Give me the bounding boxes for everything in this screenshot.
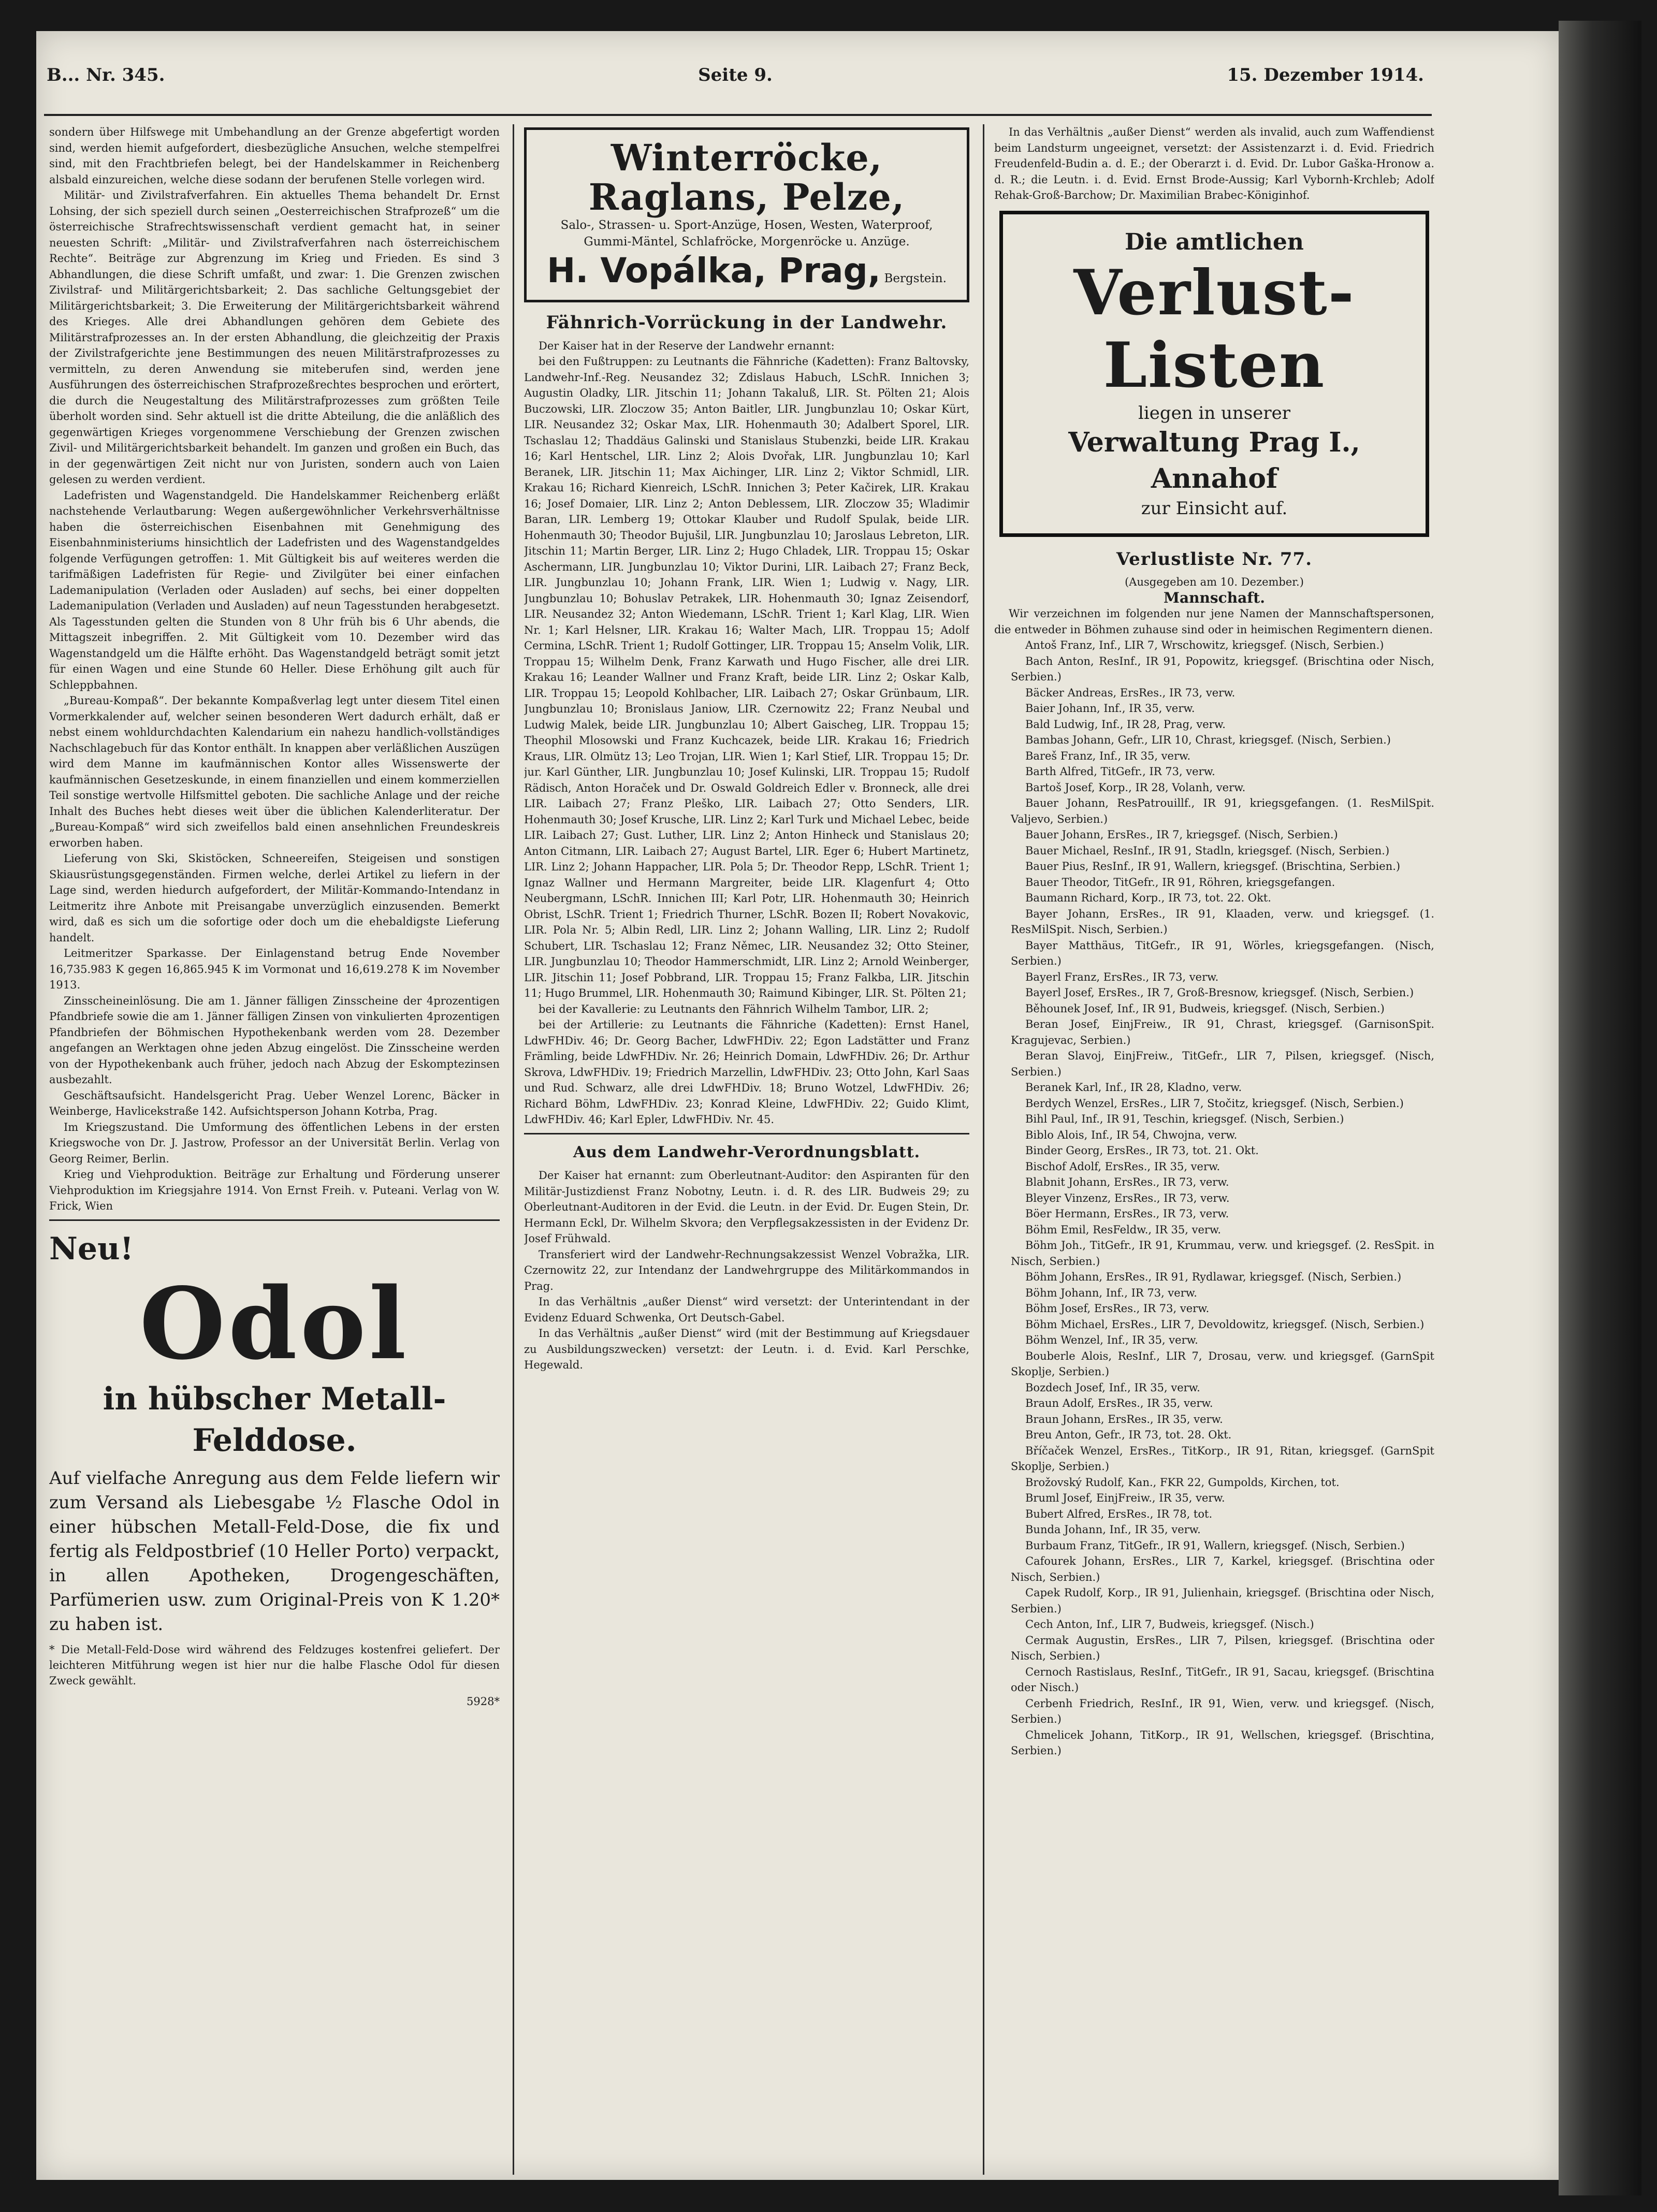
section-paragraph: bei der Artillerie: zu Leutnants die Fähnriche (Kadetten): Ernst Hanel, LdwFHDiv. 46; Dr. Georg Bacher, LdwFHDiv. 22; Egon Ladstätter und Franz Främling, beide LdwFHDiv. Nr. 26; Heinrich Domain, LdwFHDiv. 26; Dr. Arthur Skrova, LdwFHDiv. 19; Friedrich Marzellin, LdwFHDiv. 23; Otto John, Karl Saas und Rud. Schwarz, alle drei LdwFHDiv. 18; Bruno Wotzel, LdwFHDiv. 26; Richard Böhm, LdwFHDiv. 23; Konrad Kleine, LdwFHDiv. 22; Guido Klimt, LdwFHDiv. 46; Karl Epler, LdwFHDiv. Nr. 45. [524,1018,969,1126]
casualty-entry: Böhm Josef, ErsRes., IR 73, verw. [1025,1302,1210,1315]
notice-line-3: liegen in unserer [1138,402,1291,424]
casualty-entry: Bouberle Alois, ResInf., LIR 7, Drosau, verw. und kriegsgef. (GarnSpit Skoplje, Serbien.) [1011,1349,1434,1378]
casualty-entry: Capek Rudolf, Korp., IR 91, Julienhain, kriegsgef. (Brischtina oder Nisch, Serbien.) [1011,1587,1434,1615]
casualty-entry: Brožovský Rudolf, Kan., FKR 22, Gumpolds, Kirchen, tot. [1025,1476,1340,1489]
casualty-entry: Biblo Alois, Inf., IR 54, Chwojna, verw. [1025,1128,1238,1141]
casualty-entry: Böhm Johann, ErsRes., IR 91, Rydlawar, kriegsgef. (Nisch, Serbien.) [1025,1271,1402,1283]
col1-paragraph: Leitmeritzer Sparkasse. Der Einlagenstand betrug Ende November 16,735.983 K gegen 16,865.945 K im Vormonat und 16,619.278 K im November 1913. [49,947,500,991]
col2-rule [524,1133,969,1134]
casualty-entry: Bleyer Vinzenz, ErsRes., IR 73, verw. [1025,1191,1230,1204]
col1-paragraph: Krieg und Viehproduktion. Beiträge zur Erhaltung und Förderung unserer Viehproduktion im Kriegsjahre 1914. Von Ernst Freih. v. Puteani. Verlag von W. Frick, Wien [49,1168,500,1212]
notice-line-2: Verlust-Listen [1073,256,1355,402]
header-center: Seite 9. [698,65,773,85]
casualty-entry: Bayerl Josef, ErsRes., IR 7, Groß-Bresnow, kriegsgef. (Nisch, Serbien.) [1025,986,1414,999]
section-paragraph: Der Kaiser hat ernannt: zum Oberleutnant-Auditor: den Aspiranten für den Militär-Justizdienst Franz Nobotny, Leutn. i. d. R. des LIR. Budweis 29; zu Oberleutnant-Auditoren in der Evid. die Leutn. in der Evid. Dr. Eugen Stein, Dr. Hermann Eckl, Dr. Wilhelm Skvora; den Verpflegsakzessisten in der Evidenz Dr. Josef Frühwald. [524,1169,969,1245]
casualty-entry: Bauer Michael, ResInf., IR 91, Stadln, kriegsgef. (Nisch, Serbien.) [1025,844,1390,857]
list-title: Verlustliste Nr. 77. [1116,548,1313,570]
col1-paragraph: Geschäftsaufsicht. Handelsgericht Prag. Ueber Wenzel Lorenc, Bäcker in Weinberge, Havlicekstraße 142. Aufsichtsperson Johann Kotrba, Prag. [49,1089,500,1117]
casualty-entry: Cafourek Johann, ErsRes., LIR 7, Karkel, kriegsgef. (Brischtina oder Nisch, Serbien.) [1011,1555,1434,1583]
casualty-entry: Beran Josef, EinjFreiw., IR 91, Chrast, kriegsgef. (GarnisonSpit. Kragujevac, Serbien.) [1011,1018,1434,1046]
casualty-entry: Bříčaček Wenzel, ErsRes., TitKorp., IR 91, Ritan, kriegsgef. (GarnSpit Skoplje, Serbien.) [1011,1444,1434,1473]
casualty-entry: Blabnit Johann, ErsRes., IR 73, verw. [1025,1176,1229,1188]
casualty-entry: Baier Johann, Inf., IR 35, verw. [1025,702,1195,715]
casualty-entry: Cech Anton, Inf., LIR 7, Budweis, kriegsgef. (Nisch.) [1025,1618,1314,1631]
casualty-entry: Böhm Michael, ErsRes., LIR 7, Devoldowitz, kriegsgef. (Nisch, Serbien.) [1025,1318,1425,1331]
casualty-entry: Breu Anton, Gefr., IR 73, tot. 28. Okt. [1025,1429,1232,1441]
casualty-entry: Antoš Franz, Inf., LIR 7, Wrschowitz, kriegsgef. (Nisch, Serbien.) [1025,639,1384,651]
casualty-entry: Cerbenh Friedrich, ResInf., IR 91, Wien, verw. und kriegsgef. (Nisch, Serbien.) [1011,1697,1434,1725]
casualty-entry: Bartoš Josef, Korp., IR 28, Volanh, verw. [1025,781,1246,794]
verlust-listen-notice [999,211,1429,537]
column-3 [994,124,1434,2170]
casualty-entry: Binder Georg, ErsRes., IR 73, tot. 21. Okt. [1025,1144,1259,1157]
col1-paragraph: Ladefristen und Wagenstandgeld. Die Handelskammer Reichenberg erläßt nachstehende Verlautbarung: Wegen außergewöhnlicher Verkehrsverhältnisse haben die österreichischen Eisenbahnen mit Genehmigung des Eisenbahnministeriums hinsichtlich der Ladefristen und des Wagenstandgeldes folgende Verfügungen getroffen: 1. Mit Gültigkeit bis auf weiteres werden die tarifmäßigen Ladefristen für Regie- und Zivilgüter bei einer einfachen Lademanipulation (Verladen oder Ausladen) auf sechs, bei einer doppelten Lademanipulation (Verladen und Ausladen) auf neun Tagesstunden herabgesetzt. Als Tagesstunden gelten die Stunden von 8 Uhr früh bis 6 Uhr abends, die Mittagszeit inbegriffen. 2. Mit Gültigkeit vom 10. Dezember wird das Wagenstandgeld um die Hälfte erhöht. Das Wagenstandgeld beträgt somit jetzt für einen Wagen und eine Stunde 60 Heller. Diese Erhöhung gilt auch für Schleppbahnen. [49,489,500,691]
casualty-entry: Bald Ludwig, Inf., IR 28, Prag, verw. [1025,718,1226,731]
list-intro: Wir verzeichnen im folgenden nur jene Namen der Mannschaftspersonen, die entweder in Böhmen zuhause sind oder in heimischen Regimentern dienen. [994,607,1434,636]
section-paragraph: bei der Kavallerie: zu Leutnants den Fähnrich Wilhelm Tambor, LIR. 2; [539,1002,929,1015]
casualty-entry: Bozdech Josef, Inf., IR 35, verw. [1025,1381,1200,1394]
odol-new-label: Neu! [49,1230,134,1267]
vopalka-advertisement [524,127,969,302]
casualty-entry: Braun Johann, ErsRes., IR 35, verw. [1025,1413,1223,1425]
casualty-entry: Chmelicek Johann, TitKorp., IR 91, Wellschen, kriegsgef. (Brischtina, Serbien.) [1011,1728,1434,1757]
header-left: B... Nr. 345. [47,65,165,85]
casualty-entry: Berdych Wenzel, ErsRes., LIR 7, Stočitz, kriegsgef. (Nisch, Serbien.) [1025,1097,1404,1110]
ad-vendor: H. Vopálka, Prag, [547,251,881,290]
casualty-entry: Bäcker Andreas, ErsRes., IR 73, verw. [1025,686,1236,699]
odol-brand: Odol [139,1265,410,1381]
col1-paragraph: sondern über Hilfswege mit Umbehandlung an der Grenze abgefertigt worden sind, werden hiemit aufgefordert, diesbezügliche Ansuchen, welche stempelfrei sind, mit den Frachtbriefen belegt, bei der Handelskammer in Reichenberg alsbald einzureichen, welche diese sodann der berufenen Stelle vorlegen wird. [49,126,500,186]
section-paragraph: Der Kaiser hat in der Reserve der Landwehr ernannt: [539,339,835,352]
col1-rule [49,1219,500,1221]
header-right: 15. Dezember 1914. [1227,65,1424,85]
odol-advertisement [49,1228,500,1709]
header-rule [44,114,1432,116]
casualty-entry: Bischof Adolf, ErsRes., IR 35, verw. [1025,1160,1220,1173]
page-header [47,57,1424,93]
casualty-entry: Bubert Alfred, ErsRes., IR 78, tot. [1025,1507,1213,1520]
casualty-entry: Burbaum Franz, TitGefr., IR 91, Wallern, kriegsgef. (Nisch, Serbien.) [1025,1539,1405,1552]
casualty-entry: Bayerl Franz, ErsRes., IR 73, verw. [1025,970,1219,983]
casualty-entry: Beranek Karl, Inf., IR 28, Kladno, verw. [1025,1081,1242,1094]
casualty-entry: Bihl Paul, Inf., IR 91, Teschin, kriegsgef. (Nisch, Serbien.) [1025,1113,1344,1125]
casualty-entry: Bauer Johann, ResPatrouillf., IR 91, kriegsgefangen. (1. ResMilSpit. Valjevo, Serbien.) [1011,797,1434,825]
casualty-entry: Bauer Pius, ResInf., IR 91, Wallern, kriegsgef. (Brischtina, Serbien.) [1025,860,1401,872]
list-subtitle: Mannschaft. [1164,589,1265,606]
column-2 [524,124,969,2170]
casualty-entry: Bareš Franz, Inf., IR 35, verw. [1025,749,1191,762]
notice-line-1: Die amtlichen [1125,228,1304,255]
odol-note: * Die Metall-Feld-Dose wird während des Feldzuges kostenfrei geliefert. Der leichteren Mitführung wegen ist hier nur die halbe Flasche Odol für diesen Zweck gewählt. [49,1643,500,1687]
section-paragraph: Transferiert wird der Landwehr-Rechnungsakzessist Wenzel Vobražka, LIR. Czernowitz 22, zur Intendanz der Landwehrgruppe des Militärkommandos in Prag. [524,1248,969,1292]
column-divider-2 [983,124,984,2175]
ad-title: Winterröcke, Raglans, Pelze, [588,136,905,219]
casualty-entry: Běhounek Josef, Inf., IR 91, Budweis, kriegsgef. (Nisch, Serbien.) [1025,1002,1385,1015]
casualty-entry: Böhm Joh., TitGefr., IR 91, Krummau, verw. und kriegsgef. (2. ResSpit. in Nisch, Serbien.) [1011,1239,1434,1268]
col1-paragraph: „Bureau-Kompaß“. Der bekannte Kompaßverlag legt unter diesem Titel einen Vormerkkalender auf, welcher seinen besonderen Wert dadurch erhält, daß er nebst einem wohldurchdachten Kalendarium ein nahezu handlich-vollständiges Nachschlagebuch für das Kontor enthält. In knappen aber verläßlichen Auszügen wird dem Manne im kaufmännischen Kontor alles Wissenswerte der kaufmännischen Gesetzeskunde, in einem finanziellen und einem kommerziellen Teil sonstige wertvolle Hilfsmittel geboten. Die sachliche Anlage und der reiche Inhalt des Buches hebt dieses weit über die üblichen Kalenderliteratur. Der „Bureau-Kompaß“ wird sich zweifellos bald einen ansehnlichen Freundeskreis erworben haben. [49,694,500,849]
col1-paragraph: Lieferung von Ski, Skistöcken, Schneereifen, Steigeisen und sonstigen Skiausrüstungsgegenständen. Firmen welche, derlei Artikel zu liefern in der Lage sind, werden hiedurch aufgefordert, der Militär-Kommando-Intendanz in Leitmeritz ihre Anbote mit Preisangabe unverzüglich einzusenden. Bemerkt wird, daß es sich um die sofortige oder doch um die ehebaldigste Lieferung handelt. [49,852,500,944]
column-1 [49,124,500,2170]
casualty-entry: Cermak Augustin, ErsRes., LIR 7, Pilsen, kriegsgef. (Brischtina oder Nisch, Serbien.) [1011,1634,1434,1662]
col3-intro: In das Verhältnis „außer Dienst“ werden als invalid, auch zum Waffendienst beim Landsturm ungeeignet, versetzt: der Assistenzarzt i. d. Evid. Friedrich Freudenfeld-Budin a. d. E.; der Oberarzt i. d. Evid. Dr. Lubor Gaška-Hronow a. d. R.; die Leutn. i. d. Evid. Ernst Brode-Aussig; Karl Vybornh-Krchleb; Adolf Rehak-Groß-Barchow; Dr. Maximilian Brabec-Königinhof. [994,126,1434,201]
ad-vendor-address: Bergstein. [884,272,947,285]
casualty-entry: Böhm Wenzel, Inf., IR 35, verw. [1025,1334,1198,1346]
odol-body: Auf vielfache Anregung aus dem Felde liefern wir zum Versand als Liebesgabe ½ Flasche Odol in einer hübschen Metall-Feld-Dose, die fix und fertig als Feldpostbrief (10 Heller Porto) verpackt, in allen Apotheken, Drogengeschäften, Parfümerien usw. zum Original-Preis von K 1.20* zu haben ist. [49,1467,500,1635]
notice-line-5: zur Einsicht auf. [1141,498,1288,519]
casualty-entry: Baumann Richard, Korp., IR 73, tot. 22. Okt. [1025,892,1271,904]
casualty-entry: Bruml Josef, EinjFreiw., IR 35, verw. [1025,1492,1225,1504]
odol-code: 5928* [467,1695,500,1708]
ad-subtitle: Salo-, Strassen- u. Sport-Anzüge, Hosen, Westen, Waterproof, Gummi-Mäntel, Schlafröcke, Morgenröcke u. Anzüge. [560,219,933,249]
list-date: (Ausgegeben am 10. Dezember.) [1125,576,1304,588]
column-divider-1 [513,124,514,2175]
casualty-entry: Cernoch Rastislaus, ResInf., TitGefr., IR 91, Sacau, kriegsgef. (Brischtina oder Nisch.) [1011,1665,1434,1694]
casualty-entry: Bauer Johann, ErsRes., IR 7, kriegsgef. (Nisch, Serbien.) [1025,828,1338,841]
casualty-entry: Bunda Johann, Inf., IR 35, verw. [1025,1523,1201,1536]
section-title: Fähnrich-Vorrückung in der Landwehr. [546,312,948,333]
casualty-entry: Beran Slavoj, EinjFreiw., TitGefr., LIR 7, Pilsen, kriegsgef. (Nisch, Serbien.) [1011,1050,1434,1078]
casualty-entry: Bach Anton, ResInf., IR 91, Popowitz, kriegsgef. (Brischtina oder Nisch, Serbien.) [1011,654,1434,683]
casualty-entry: Bambas Johann, Gefr., LIR 10, Chrast, kriegsgef. (Nisch, Serbien.) [1025,734,1391,746]
page-edge-shadow [1559,21,1641,2195]
section-paragraph: bei den Fußtruppen: zu Leutnants die Fähnriche (Kadetten): Franz Baltovsky, Landwehr-Inf.-Reg. Neusandez 32; Zdislaus Habuch, LSchR. Innichen 3; Augustin Oladky, LIR. Jitschin 11; Johann Takaluß, LIR. St. Pölten 21; Alois Buczowski, LIR. Zloczow 35; Anton Baitler, LIR. Jungbunzlau 10; Oskar Kürt, LIR. Neusandez 32; Oskar Max, LIR. Hohenmauth 30; Adalbert Sporel, LIR. Tschaslau 12; Thaddäus Galinski und Stanislaus Stubenzki, beide LIR. Krakau 16; Karl Hentschel, LIR. Linz 2; Alois Dvořak, LIR. Jungbunzlau 10; Karl Beranek, LIR. Jitschin 11; Max Aichinger, LIR. Linz 2; Viktor Schmidl, LIR. Krakau 16; Richard Kienreich, LSchR. Innichen 3; Peter Kačirek, LIR. Krakau 16; Josef Domaier, LIR. Linz 2; Anton Deblessem, LIR. Zloczow 35; Wladimir Baran, LIR. Lemberg 19; Ottokar Klauber und Rudolf Spulak, beide LIR. Hohenmauth 30; Theodor Bujušil, LIR. Jungbunzlau 10; Jaroslaus Lebreton, LIR. Jitschin 11; Martin Berger, LIR. Linz 2; Hugo Chladek, LIR. Troppau 15; Oskar Aschermann, LIR. Jungbunzlau 10; Viktor Durini, LIR. Laibach 27; Franz Beck, LIR. Jungbunzlau 10; Johann Frank, LIR. Wien 1; Ludwig v. Nagy, LIR. Jungbunzlau 10; Bohuslav Petrakek, LIR. Hohenmauth 30; Ignaz Zeisendorf, LIR. Neusandez 32; Anton Wiedemann, LSchR. Trient 1; Karl Klag, LIR. Wien Nr. 1; Karl Helsner, LIR. Krakau 16; Walter Mach, LIR. Troppau 15; Adolf Cermina, LSchR. Trient 1; Rudolf Gottinger, LIR. Troppau 15; Anselm Volik, LIR. Troppau 15; Wilhelm Denk, Franz Karwath und Hugo Fischer, alle drei LIR. Krakau 16; Leander Wallner und Franz Kraft, beide LIR. Linz 2; Oskar Kalb, LIR. Troppau 15; Leopold Kohlbacher, LIR. Laibach 27; Oskar Grünbaum, LIR. Jungbunzlau 10; Bronislaus Janiow, LIR. Czernowitz 22; Franz Neubal und Ludwig Malek, beide LIR. Jungbunzlau 10; Albert Gaischeg, LIR. Troppau 15; Theophil Mlosowski und Franz Kuchcazek, beide LIR. Krakau 16; Friedrich Kraus, LIR. Olmütz 13; Leo Trojan, LIR. Wien 1; Karl Stief, LIR. Troppau 15; Dr. jur. Karl Günther, LIR. Jungbunzlau 10; Josef Kulinski, LIR. Troppau 15; Rudolf Rädisch, Anton Horaček und Dr. Oswald Goldreich Edler v. Bronneck, alle drei LIR. Laibach 27; Franz Pleško, LIR. Laibach 27; Otto Senders, LIR. Hohenmauth 30; Josef Krusche, LIR. Linz 2; Karl Turk und Michael Lebec, beide LIR. Laibach 27; Gust. Luther, LIR. Linz 2; Anton Hinheck und Stanislaus 20; Anton Citmann, LIR. Laibach 27; August Bartel, LIR. Eger 6; Hubert Martinetz, LIR. Linz 2; Johann Happacher, LIR. Pola 5; Dr. Theodor Repp, LSchR. Trient 1; Ignaz Wallner und Hermann Margreiter, beide LIR. Klagenfurt 4; Otto Neubergmann, LSchR. Innichen III; Karl Potr, LIR. Hohenmauth 30; Heinrich Obrist, LSchR. Trient 1; Friedrich Thurner, LSchR. Bozen II; Robert Novakovic, LIR. Pola Nr. 5; Albin Redl, LIR. Linz 2; Johann Walling, LIR. Linz 2; Rudolf Schubert, LIR. Tschaslau 12; Franz Němec, LIR. Neusandez 32; Otto Steiner, LIR. Jungbunzlau 10; Theodor Hammerschmidt, LIR. Linz 2; Arnold Weinberger, LIR. Jitschin 11; Josef Pobbrand, LIR. Troppau 15; Franz Falkba, LIR. Jitschin 11; Hugo Brummel, LIR. Hohenmauth 30; Raimund Kibinger, LIR. St. Pölten 21; [524,355,969,999]
casualty-entry: Braun Adolf, ErsRes., IR 35, verw. [1025,1397,1213,1409]
col1-paragraph: Zinsscheineinlösung. Die am 1. Jänner fälligen Zinsscheine der 4prozentigen Pfandbriefe sowie die am 1. Jänner fälligen Zinsen von vinkulierten 4prozentigen Pfandbriefen der Böhmischen Hypothekenbank werden vom 28. Dezember angefangen an Werktagen ohne jeden Abzug eingelöst. Die Zinsscheine werden von der Hypothekenbank auch früher, jedoch nach Abzug der Eskomptezinsen ausbezahlt. [49,994,500,1086]
casualty-list [994,637,1434,1759]
casualty-entry: Bayer Johann, ErsRes., IR 91, Klaaden, verw. und kriegsgef. (1. ResMilSpit. Nisch, Serbien.) [1011,907,1434,936]
casualty-entry: Böhm Emil, ResFeldw., IR 35, verw. [1025,1223,1222,1236]
section-paragraph: In das Verhältnis „außer Dienst“ wird (mit der Bestimmung auf Kriegsdauer zu Ausbildungszwecken) versetzt: der Leutn. i. d. Evid. Karl Perschke, Hegewald. [524,1327,969,1371]
casualty-entry: Bauer Theodor, TitGefr., IR 91, Röhren, kriegsgefangen. [1025,876,1335,889]
casualty-entry: Barth Alfred, TitGefr., IR 73, verw. [1025,765,1215,778]
col1-paragraph: Militär- und Zivilstrafverfahren. Ein aktuelles Thema behandelt Dr. Ernst Lohsing, der sich speziell durch seinen „Oesterreichischen Strafprozeß“ um die österreichische Strafrechtswissenschaft verdient gemacht hat, in seiner neuesten Schrift: „Militär- und Zivilstrafverfahren nach österreichischem Rechte“. Beiträge zur Abgrenzung im Krieg und Frieden. Es sind 3 Abhandlungen, die diese Schrift umfaßt, und zwar: 1. Die Grenzen zwischen Zivilstraf- und Militärgerichtsbarkeit; 2. Das sachliche Geltungsgebiet der Militärgerichtsbarkeit; 3. Die Erweiterung der Militärgerichtsbarkeit während des Krieges. Alle drei Abhandlungen gehören dem Gebiete des Militärstrafprozesses an. In der ersten Abhandlung, die gleichzeitig der Praxis der Zivilstrafgerichte jene Bestimmungen des neuen Militärstrafprozesses zu vermitteln, zu deren Anwendung sie miteberufen sind, werden jene Ausführungen des österreichischen Strafprozeßrechtes besprochen und erörtert, die durch die Neugestaltung des Militärstrafprozesses zum größten Teile überholt worden sind. Sehr aktuell ist die dritte Abteilung, die die anläßlich des gegenwärtigen Krieges vorgenommene Verschiebung der Grenzen zwischen Zivil- und Militärgerichtsbarkeit behandelt. Im ganzen und großen ein Buch, das in der gegenwärtigen Zeit nicht nur von Juristen, sondern auch von Laien gelesen zu werden verdient. [49,189,500,486]
casualty-entry: Böhm Johann, Inf., IR 73, verw. [1025,1286,1197,1299]
casualty-entry: Bayer Matthäus, TitGefr., IR 91, Wörles, kriegsgefangen. (Nisch, Serbien.) [1011,939,1434,967]
section-title: Aus dem Landwehr-Verordnungsblatt. [573,1143,921,1161]
section-paragraph: In das Verhältnis „außer Dienst“ wird versetzt: der Unterintendant in der Evidenz Eduard Schwenka, Ort Deutsch-Gabel. [524,1296,969,1324]
casualty-entry: Böer Hermann, ErsRes., IR 73, verw. [1025,1207,1229,1220]
odol-subtitle: in hübscher Metall-Felddose. [103,1380,446,1459]
col1-paragraph: Im Kriegszustand. Die Umformung des öffentlichen Lebens in der ersten Kriegswoche von Dr. J. Jastrow, Professor an der Universität Berlin. Verlag von Georg Reimer, Berlin. [49,1120,500,1165]
notice-line-4: Verwaltung Prag I., Annahof [1068,426,1360,494]
